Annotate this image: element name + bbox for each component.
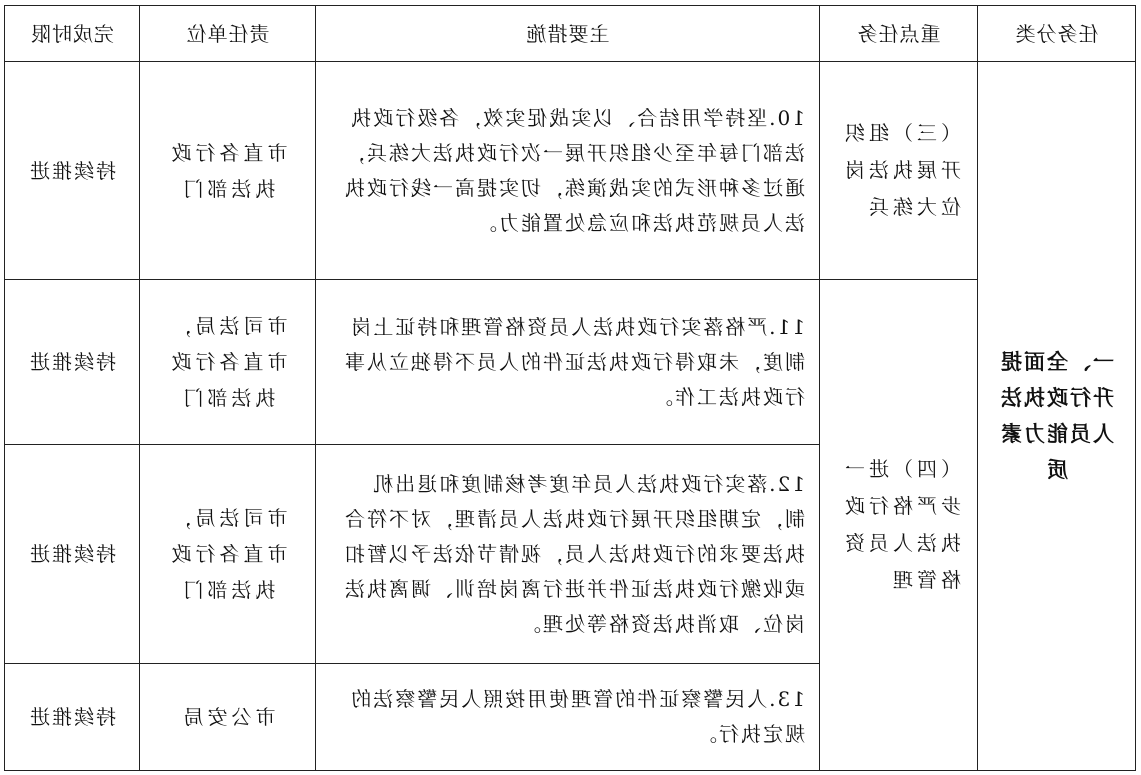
unit-cell-12: 市司法局，市直各行政执法部门 — [140, 445, 316, 664]
header-deadline: 完成时限 — [5, 6, 140, 62]
task-cell-4: （四）进一步严格行政执法人员资格管理 — [820, 280, 978, 771]
task-cell-3: （三）组织开展执法岗位大练兵 — [820, 62, 978, 280]
measure-cell-10: 10.坚持学用结合、以实战促实效，各级行政执法部门每年至少组织开展一次行政执法大练兵，通过多种形式的实战演练，切实提高一线行政执法人员规范执法和应急处置能力。 — [316, 62, 820, 280]
unit-cell-11: 市司法局，市直各行政执法部门 — [140, 280, 316, 445]
deadline-cell-12: 持续推进 — [5, 445, 140, 664]
table-row — [5, 280, 1136, 445]
category-cell: 一、全面提升行政执法人员能力素质 — [978, 62, 1136, 771]
table-row — [5, 62, 1136, 280]
deadline-cell-11: 持续推进 — [5, 280, 140, 445]
header-task: 重点任务 — [820, 6, 978, 62]
unit-cell-13: 市公安局 — [140, 664, 316, 771]
unit-cell-10: 市直各行政执法部门 — [140, 62, 316, 280]
header-measure: 主要措施 — [316, 6, 820, 62]
deadline-cell-13: 持续推进 — [5, 664, 140, 771]
header-row — [5, 6, 1136, 62]
deadline-cell-10: 持续推进 — [5, 62, 140, 280]
header-unit: 责任单位 — [140, 6, 316, 62]
measure-cell-12: 12.落实行政执法人员年度考核制度和退出机制，定期组织开展行政执法人员清理，对不符合执法要求的行政执法人员，视情节依法予以暂扣或收缴行政执法证件并进行离岗培训、调离执法岗位、取消执法资格等处理。 — [316, 445, 820, 664]
measure-cell-11: 11.严格落实行政执法人员资格管理和持证上岗制度，未取得行政执法证件的人员不得独立从事行政执法工作。 — [316, 280, 820, 445]
header-category: 任务分类 — [978, 6, 1136, 62]
task-table — [4, 5, 1136, 771]
measure-cell-13: 13.人民警察证件的管理使用按照人民警察法的规定执行。 — [316, 664, 820, 771]
